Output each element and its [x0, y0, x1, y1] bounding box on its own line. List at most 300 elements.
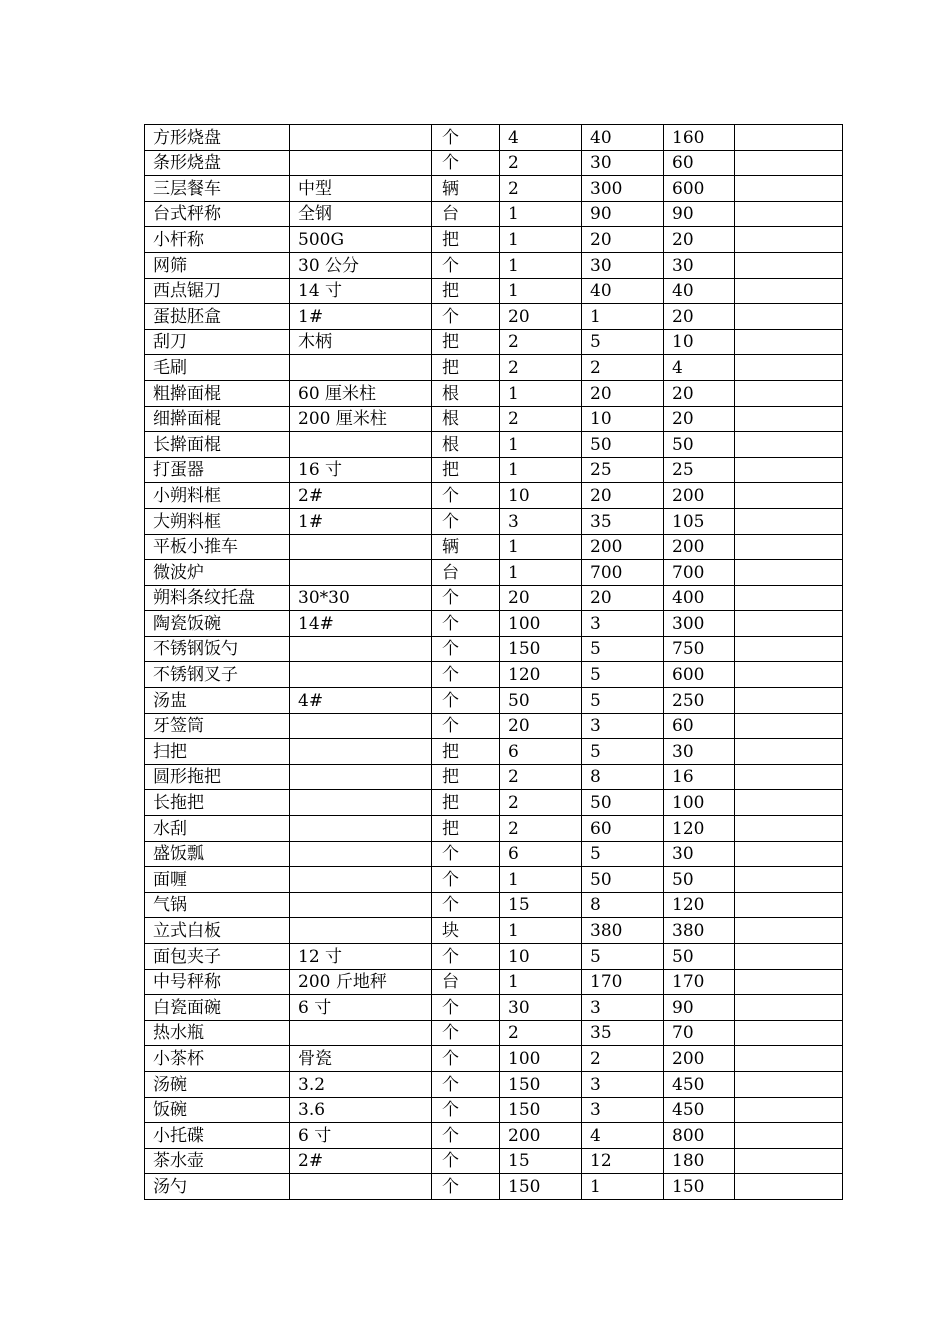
- table-row: [145, 1174, 843, 1200]
- table-row: [145, 380, 843, 406]
- remark-cell: [735, 201, 843, 227]
- item-name-cell: 西点锯刀: [145, 278, 290, 304]
- unit-price-cell: 60: [582, 816, 664, 842]
- amount-cell: 20: [664, 304, 735, 330]
- quantity-cell: 150: [500, 636, 582, 662]
- spec-cell: 6 寸: [290, 1123, 432, 1149]
- quantity-cell: 2: [500, 150, 582, 176]
- item-name-cell: 大朔料框: [145, 508, 290, 534]
- unit-price-cell: 30: [582, 150, 664, 176]
- item-name-cell: 毛刷: [145, 355, 290, 381]
- item-name-cell: 朔料条纹托盘: [145, 585, 290, 611]
- unit-price-cell: 50: [582, 432, 664, 458]
- table-row: [145, 688, 843, 714]
- unit-price-cell: 1: [582, 304, 664, 330]
- amount-cell: 30: [664, 739, 735, 765]
- unit-cell: 辆: [432, 534, 500, 560]
- spec-cell: [290, 534, 432, 560]
- unit-price-cell: 380: [582, 918, 664, 944]
- quantity-cell: 6: [500, 841, 582, 867]
- unit-price-cell: 50: [582, 867, 664, 893]
- unit-price-cell: 5: [582, 841, 664, 867]
- unit-price-cell: 30: [582, 252, 664, 278]
- amount-cell: 4: [664, 355, 735, 381]
- unit-price-cell: 700: [582, 560, 664, 586]
- table-row: [145, 227, 843, 253]
- unit-price-cell: 25: [582, 457, 664, 483]
- item-name-cell: 小茶杯: [145, 1046, 290, 1072]
- quantity-cell: 2: [500, 176, 582, 202]
- item-name-cell: 面包夹子: [145, 944, 290, 970]
- unit-cell: 台: [432, 201, 500, 227]
- item-name-cell: 饭碗: [145, 1097, 290, 1123]
- quantity-cell: 1: [500, 969, 582, 995]
- unit-price-cell: 10: [582, 406, 664, 432]
- unit-cell: 个: [432, 841, 500, 867]
- table-row: [145, 918, 843, 944]
- item-name-cell: 汤盅: [145, 688, 290, 714]
- unit-cell: 个: [432, 1174, 500, 1200]
- item-name-cell: 立式白板: [145, 918, 290, 944]
- amount-cell: 450: [664, 1071, 735, 1097]
- quantity-cell: 2: [500, 1020, 582, 1046]
- spec-cell: 16 寸: [290, 457, 432, 483]
- spec-cell: 木柄: [290, 329, 432, 355]
- spec-cell: [290, 764, 432, 790]
- item-name-cell: 热水瓶: [145, 1020, 290, 1046]
- quantity-cell: 100: [500, 611, 582, 637]
- spec-cell: 6 寸: [290, 995, 432, 1021]
- item-name-cell: 面喱: [145, 867, 290, 893]
- item-name-cell: 盛饭瓢: [145, 841, 290, 867]
- quantity-cell: 20: [500, 585, 582, 611]
- table-row: [145, 764, 843, 790]
- remark-cell: [735, 969, 843, 995]
- spec-cell: 2#: [290, 483, 432, 509]
- unit-cell: 块: [432, 918, 500, 944]
- unit-cell: 把: [432, 790, 500, 816]
- unit-price-cell: 3: [582, 1071, 664, 1097]
- table-body: [145, 125, 843, 1200]
- table-row: [145, 560, 843, 586]
- table-row: [145, 483, 843, 509]
- spec-cell: 12 寸: [290, 944, 432, 970]
- unit-cell: 台: [432, 969, 500, 995]
- amount-cell: 20: [664, 227, 735, 253]
- remark-cell: [735, 1148, 843, 1174]
- amount-cell: 200: [664, 483, 735, 509]
- spec-cell: [290, 1174, 432, 1200]
- quantity-cell: 1: [500, 867, 582, 893]
- amount-cell: 25: [664, 457, 735, 483]
- unit-cell: 个: [432, 1071, 500, 1097]
- item-name-cell: 小托碟: [145, 1123, 290, 1149]
- spec-cell: [290, 662, 432, 688]
- amount-cell: 160: [664, 125, 735, 151]
- remark-cell: [735, 355, 843, 381]
- unit-cell: 把: [432, 329, 500, 355]
- spec-cell: [290, 867, 432, 893]
- unit-cell: 个: [432, 636, 500, 662]
- quantity-cell: 2: [500, 329, 582, 355]
- quantity-cell: 30: [500, 995, 582, 1021]
- amount-cell: 380: [664, 918, 735, 944]
- remark-cell: [735, 995, 843, 1021]
- item-name-cell: 茶水壶: [145, 1148, 290, 1174]
- unit-price-cell: 2: [582, 1046, 664, 1072]
- quantity-cell: 1: [500, 432, 582, 458]
- amount-cell: 105: [664, 508, 735, 534]
- amount-cell: 50: [664, 867, 735, 893]
- remark-cell: [735, 585, 843, 611]
- unit-cell: 根: [432, 380, 500, 406]
- amount-cell: 30: [664, 252, 735, 278]
- remark-cell: [735, 1123, 843, 1149]
- remark-cell: [735, 1097, 843, 1123]
- amount-cell: 120: [664, 892, 735, 918]
- spec-cell: 3.2: [290, 1071, 432, 1097]
- unit-cell: 把: [432, 227, 500, 253]
- remark-cell: [735, 560, 843, 586]
- remark-cell: [735, 662, 843, 688]
- table-row: [145, 816, 843, 842]
- item-name-cell: 粗擀面棍: [145, 380, 290, 406]
- amount-cell: 16: [664, 764, 735, 790]
- quantity-cell: 6: [500, 739, 582, 765]
- table-row: [145, 841, 843, 867]
- unit-price-cell: 90: [582, 201, 664, 227]
- amount-cell: 180: [664, 1148, 735, 1174]
- table-row: [145, 1097, 843, 1123]
- spec-cell: 2#: [290, 1148, 432, 1174]
- quantity-cell: 50: [500, 688, 582, 714]
- item-name-cell: 白瓷面碗: [145, 995, 290, 1021]
- quantity-cell: 4: [500, 125, 582, 151]
- remark-cell: [735, 176, 843, 202]
- unit-cell: 把: [432, 355, 500, 381]
- spec-cell: 全钢: [290, 201, 432, 227]
- table-row: [145, 790, 843, 816]
- quantity-cell: 2: [500, 355, 582, 381]
- quantity-cell: 1: [500, 278, 582, 304]
- unit-cell: 个: [432, 1148, 500, 1174]
- table-row: [145, 995, 843, 1021]
- unit-cell: 辆: [432, 176, 500, 202]
- table-row: [145, 662, 843, 688]
- item-name-cell: 小杆称: [145, 227, 290, 253]
- table-row: [145, 329, 843, 355]
- spec-cell: 60 厘米柱: [290, 380, 432, 406]
- amount-cell: 600: [664, 176, 735, 202]
- item-name-cell: 不锈钢饭勺: [145, 636, 290, 662]
- remark-cell: [735, 1071, 843, 1097]
- table-row: [145, 355, 843, 381]
- table-row: [145, 125, 843, 151]
- unit-price-cell: 3: [582, 713, 664, 739]
- item-name-cell: 牙签筒: [145, 713, 290, 739]
- quantity-cell: 15: [500, 892, 582, 918]
- unit-price-cell: 20: [582, 585, 664, 611]
- item-name-cell: 不锈钢叉子: [145, 662, 290, 688]
- amount-cell: 20: [664, 380, 735, 406]
- quantity-cell: 2: [500, 816, 582, 842]
- unit-price-cell: 40: [582, 125, 664, 151]
- table-row: [145, 252, 843, 278]
- unit-price-cell: 8: [582, 764, 664, 790]
- unit-cell: 台: [432, 560, 500, 586]
- unit-price-cell: 5: [582, 688, 664, 714]
- remark-cell: [735, 918, 843, 944]
- remark-cell: [735, 457, 843, 483]
- unit-price-cell: 40: [582, 278, 664, 304]
- spec-cell: [290, 918, 432, 944]
- item-name-cell: 小朔料框: [145, 483, 290, 509]
- unit-price-cell: 5: [582, 329, 664, 355]
- remark-cell: [735, 432, 843, 458]
- unit-cell: 个: [432, 508, 500, 534]
- remark-cell: [735, 483, 843, 509]
- spec-cell: [290, 892, 432, 918]
- table-row: [145, 611, 843, 637]
- unit-cell: 个: [432, 125, 500, 151]
- unit-cell: 个: [432, 150, 500, 176]
- unit-price-cell: 3: [582, 611, 664, 637]
- unit-cell: 个: [432, 483, 500, 509]
- item-name-cell: 细擀面棍: [145, 406, 290, 432]
- spec-cell: 200 厘米柱: [290, 406, 432, 432]
- spec-cell: 30*30: [290, 585, 432, 611]
- unit-cell: 把: [432, 457, 500, 483]
- item-name-cell: 台式秤称: [145, 201, 290, 227]
- unit-cell: 个: [432, 585, 500, 611]
- item-name-cell: 汤勺: [145, 1174, 290, 1200]
- amount-cell: 200: [664, 1046, 735, 1072]
- table-row: [145, 176, 843, 202]
- amount-cell: 750: [664, 636, 735, 662]
- table-row: [145, 1046, 843, 1072]
- remark-cell: [735, 739, 843, 765]
- quantity-cell: 1: [500, 201, 582, 227]
- unit-cell: 个: [432, 995, 500, 1021]
- quantity-cell: 1: [500, 457, 582, 483]
- amount-cell: 90: [664, 201, 735, 227]
- table-row: [145, 201, 843, 227]
- unit-cell: 个: [432, 611, 500, 637]
- spec-cell: [290, 713, 432, 739]
- table-row: [145, 508, 843, 534]
- remark-cell: [735, 867, 843, 893]
- item-name-cell: 打蛋器: [145, 457, 290, 483]
- unit-price-cell: 12: [582, 1148, 664, 1174]
- unit-price-cell: 35: [582, 508, 664, 534]
- spec-cell: 30 公分: [290, 252, 432, 278]
- item-name-cell: 方形烧盘: [145, 125, 290, 151]
- unit-price-cell: 8: [582, 892, 664, 918]
- quantity-cell: 150: [500, 1071, 582, 1097]
- quantity-cell: 1: [500, 918, 582, 944]
- quantity-cell: 2: [500, 764, 582, 790]
- amount-cell: 90: [664, 995, 735, 1021]
- unit-cell: 根: [432, 406, 500, 432]
- unit-cell: 个: [432, 713, 500, 739]
- remark-cell: [735, 611, 843, 637]
- table-row: [145, 1071, 843, 1097]
- spec-cell: [290, 125, 432, 151]
- amount-cell: 150: [664, 1174, 735, 1200]
- remark-cell: [735, 406, 843, 432]
- table-row: [145, 432, 843, 458]
- spec-cell: 骨瓷: [290, 1046, 432, 1072]
- remark-cell: [735, 380, 843, 406]
- spec-cell: [290, 636, 432, 662]
- item-name-cell: 中号秤称: [145, 969, 290, 995]
- quantity-cell: 2: [500, 406, 582, 432]
- item-name-cell: 气锅: [145, 892, 290, 918]
- spec-cell: 中型: [290, 176, 432, 202]
- remark-cell: [735, 688, 843, 714]
- remark-cell: [735, 227, 843, 253]
- unit-price-cell: 50: [582, 790, 664, 816]
- item-name-cell: 圆形拖把: [145, 764, 290, 790]
- table-row: [145, 739, 843, 765]
- remark-cell: [735, 1174, 843, 1200]
- amount-cell: 800: [664, 1123, 735, 1149]
- unit-cell: 个: [432, 688, 500, 714]
- spec-cell: [290, 841, 432, 867]
- amount-cell: 60: [664, 150, 735, 176]
- unit-price-cell: 5: [582, 944, 664, 970]
- spec-cell: 4#: [290, 688, 432, 714]
- spec-cell: [290, 355, 432, 381]
- quantity-cell: 3: [500, 508, 582, 534]
- item-name-cell: 长擀面棍: [145, 432, 290, 458]
- unit-price-cell: 4: [582, 1123, 664, 1149]
- spec-cell: [290, 432, 432, 458]
- amount-cell: 50: [664, 944, 735, 970]
- unit-cell: 个: [432, 1046, 500, 1072]
- table-row: [145, 944, 843, 970]
- remark-cell: [735, 1020, 843, 1046]
- unit-price-cell: 20: [582, 483, 664, 509]
- remark-cell: [735, 534, 843, 560]
- unit-cell: 个: [432, 1123, 500, 1149]
- quantity-cell: 1: [500, 380, 582, 406]
- spec-cell: [290, 739, 432, 765]
- table-row: [145, 278, 843, 304]
- amount-cell: 600: [664, 662, 735, 688]
- unit-price-cell: 20: [582, 380, 664, 406]
- remark-cell: [735, 150, 843, 176]
- quantity-cell: 150: [500, 1097, 582, 1123]
- table-row: [145, 457, 843, 483]
- unit-price-cell: 20: [582, 227, 664, 253]
- unit-price-cell: 200: [582, 534, 664, 560]
- table-row: [145, 1020, 843, 1046]
- unit-price-cell: 35: [582, 1020, 664, 1046]
- quantity-cell: 20: [500, 304, 582, 330]
- unit-cell: 个: [432, 867, 500, 893]
- remark-cell: [735, 816, 843, 842]
- spec-cell: 14#: [290, 611, 432, 637]
- item-name-cell: 条形烧盘: [145, 150, 290, 176]
- unit-cell: 个: [432, 1097, 500, 1123]
- amount-cell: 30: [664, 841, 735, 867]
- spec-cell: 1#: [290, 508, 432, 534]
- table-row: [145, 585, 843, 611]
- amount-cell: 40: [664, 278, 735, 304]
- table-row: [145, 406, 843, 432]
- item-name-cell: 三层餐车: [145, 176, 290, 202]
- remark-cell: [735, 125, 843, 151]
- remark-cell: [735, 713, 843, 739]
- remark-cell: [735, 764, 843, 790]
- table-row: [145, 636, 843, 662]
- spec-cell: [290, 150, 432, 176]
- remark-cell: [735, 892, 843, 918]
- item-name-cell: 刮刀: [145, 329, 290, 355]
- table-row: [145, 969, 843, 995]
- quantity-cell: 100: [500, 1046, 582, 1072]
- unit-price-cell: 5: [582, 739, 664, 765]
- spec-cell: 200 斤地秤: [290, 969, 432, 995]
- unit-cell: 把: [432, 278, 500, 304]
- remark-cell: [735, 1046, 843, 1072]
- table-row: [145, 892, 843, 918]
- quantity-cell: 10: [500, 483, 582, 509]
- table-row: [145, 150, 843, 176]
- unit-price-cell: 3: [582, 995, 664, 1021]
- quantity-cell: 120: [500, 662, 582, 688]
- unit-cell: 个: [432, 944, 500, 970]
- unit-cell: 个: [432, 662, 500, 688]
- amount-cell: 70: [664, 1020, 735, 1046]
- quantity-cell: 1: [500, 534, 582, 560]
- quantity-cell: 20: [500, 713, 582, 739]
- amount-cell: 10: [664, 329, 735, 355]
- spec-cell: 1#: [290, 304, 432, 330]
- quantity-cell: 1: [500, 252, 582, 278]
- equipment-table: [144, 124, 843, 1200]
- item-name-cell: 长拖把: [145, 790, 290, 816]
- item-name-cell: 平板小推车: [145, 534, 290, 560]
- item-name-cell: 陶瓷饭碗: [145, 611, 290, 637]
- item-name-cell: 汤碗: [145, 1071, 290, 1097]
- unit-price-cell: 5: [582, 662, 664, 688]
- table-row: [145, 713, 843, 739]
- amount-cell: 50: [664, 432, 735, 458]
- remark-cell: [735, 944, 843, 970]
- remark-cell: [735, 278, 843, 304]
- quantity-cell: 1: [500, 560, 582, 586]
- unit-cell: 把: [432, 739, 500, 765]
- amount-cell: 400: [664, 585, 735, 611]
- spec-cell: [290, 816, 432, 842]
- item-name-cell: 网筛: [145, 252, 290, 278]
- unit-cell: 个: [432, 1020, 500, 1046]
- remark-cell: [735, 508, 843, 534]
- unit-cell: 个: [432, 892, 500, 918]
- spec-cell: 500G: [290, 227, 432, 253]
- quantity-cell: 1: [500, 227, 582, 253]
- unit-price-cell: 2: [582, 355, 664, 381]
- remark-cell: [735, 329, 843, 355]
- spec-cell: [290, 790, 432, 816]
- table-row: [145, 867, 843, 893]
- unit-price-cell: 1: [582, 1174, 664, 1200]
- unit-cell: 根: [432, 432, 500, 458]
- amount-cell: 120: [664, 816, 735, 842]
- unit-price-cell: 3: [582, 1097, 664, 1123]
